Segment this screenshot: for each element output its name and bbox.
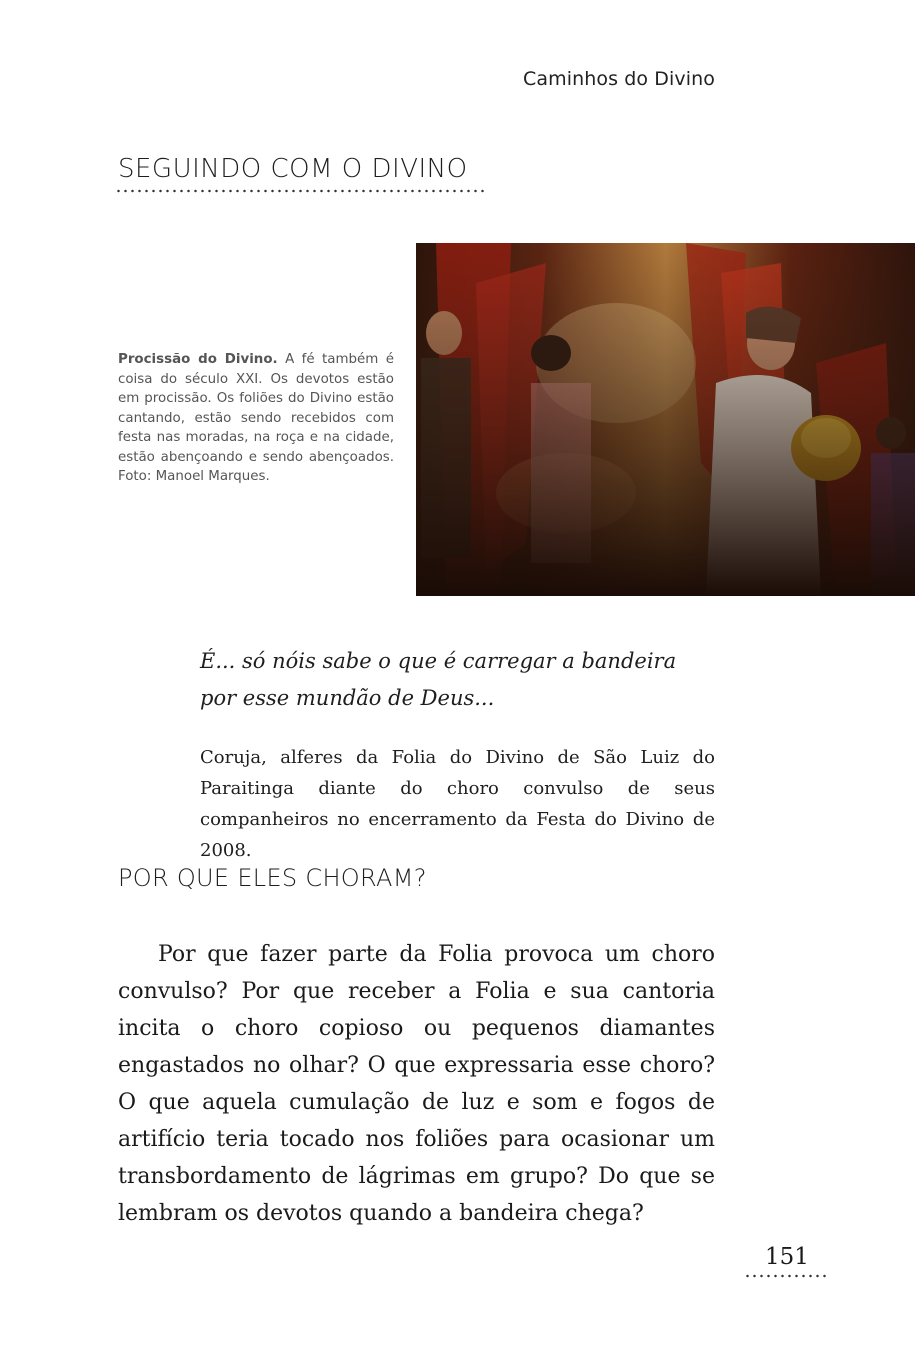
running-head: Caminhos do Divino [523,68,715,90]
epigraph-line-1: É... só nóis sabe o que é carregar a bandeira [200,649,677,673]
caption-text: A fé também é coisa do século XXI. Os devotos estão em procissão. Os foliões do Divino estão cantando, estão sendo recebidos com festa nas moradas, na roça e na cidade, estão abençoando e sendo abençoados. Foto: Manoel Marques. [118,352,394,484]
title-dotted-rule [115,188,486,194]
page-number: 151 [765,1244,809,1270]
subsection-title: POR QUE ELES CHORAM? [118,864,427,892]
body-paragraph: Por que fazer parte da Folia provoca um choro convulso? Por que receber a Folia e sua cantoria incita o choro copioso ou pequenos diamantes engastados no olhar? O que expressaria esse choro? O que aquela cumulação de luz e som e fogos de artifício teria tocado nos foliões para ocasionar um transbordamento de lágrimas em grupo? Do que se lembram os devotos quando a bandeira chega? [118,942,715,1226]
procession-photo [416,243,915,596]
caption-title: Procissão do Divino. [118,352,278,367]
page-number-dotted-rule [744,1273,828,1279]
epigraph-line-2: por esse mundão de Deus... [200,686,495,710]
photo-caption [118,350,394,487]
epigraph-source: Coruja, alferes da Folia do Divino de São Luiz do Paraitinga diante do choro convulso de seus companheiros no encerramento da Festa do Divino de 2008. [200,747,715,861]
section-title: SEGUINDO COM O DIVINO [118,154,468,184]
epigraph-quote [200,643,720,717]
procession-photo-illustration [416,243,915,596]
